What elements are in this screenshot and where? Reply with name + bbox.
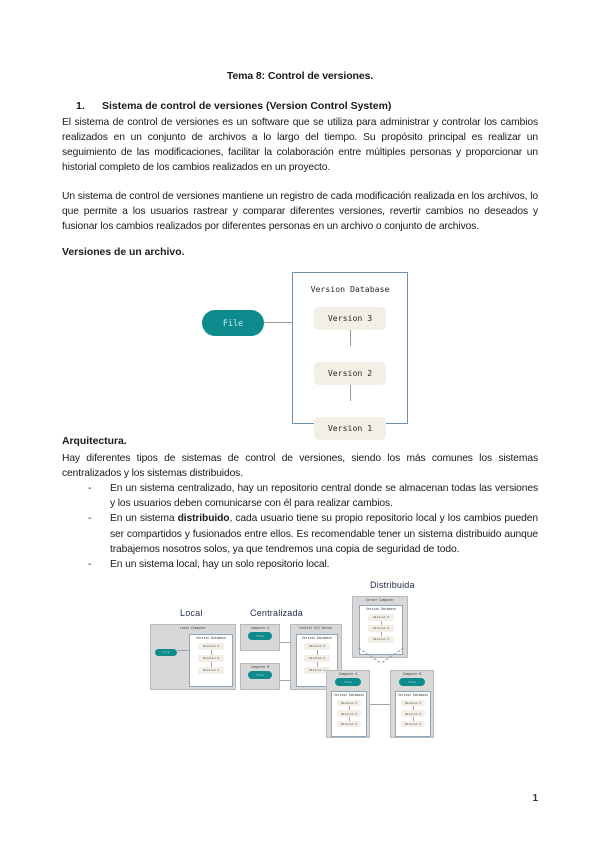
local-version-database-panel [189,634,233,687]
version-database-title: Version Database [310,283,390,294]
version-box-2: Version 2 [314,362,386,385]
local-figure-title: Local [180,607,203,618]
version-link-3-2 [350,330,351,346]
list-item [62,557,538,572]
distributed-computer-a-panel [326,670,370,738]
centralized-computer-a-label: Computer A [250,625,270,630]
distributed-link-a-b [370,704,390,705]
centralized-file-pill-a [248,632,272,640]
local-computer-label: Local Computer [179,625,207,630]
page-number: 1 [532,793,538,804]
distributed-file-pill-a [335,678,361,686]
centralized-file-pill-b [248,671,272,679]
local-computer-panel [150,624,236,690]
version-database-box [292,272,408,434]
local-version-box-3: Version 3 [198,643,224,650]
centralized-computer-b-panel [240,663,280,690]
centralized-version-database-title: Version Database [302,635,332,640]
distributed-server-label: Server Computer [366,597,394,602]
distributed-b-version-box-3: Version 3 [401,700,425,707]
distributed-database-b-panel [395,691,431,737]
distributed-server-database-title: Version Database [366,606,396,611]
distributed-computer-a-label: Computer A [338,671,358,676]
distributed-b-version-box-2: Version 2 [401,710,425,717]
architecture-heading: Arquitectura. [62,435,127,447]
list-item [62,511,538,556]
version-link-2-1 [350,385,351,401]
bullet-marker: - [88,558,92,570]
distributed-b-version-box-1: Version 1 [401,721,425,728]
bullet-text-3: En un sistema local, hay un solo repositorio local. [110,558,330,570]
centralized-version-box-3: Version 3 [304,643,330,650]
distributed-a-version-box-1: Version 1 [337,721,361,728]
document-title: Tema 8: Control de versiones. [226,70,374,82]
section-1-number: 1. [76,100,85,112]
local-version-database-title: Version Database [196,635,226,640]
distributed-file-label-a: File [344,680,352,685]
distributed-database-b-title: Version Database [398,692,428,697]
list-item [62,481,538,511]
distributed-file-pill-b [399,678,425,686]
file-node [202,310,264,336]
distributed-figure-title: Distribuida [370,579,415,590]
centralized-figure-title: Centralizada [250,607,303,618]
local-file-connector [177,650,189,651]
distributed-a-version-box-3: Version 3 [337,700,361,707]
versions-heading: Versiones de un archivo. [62,246,185,258]
version-box-3: Version 3 [314,307,386,330]
file-node-label: File [222,317,244,328]
centralized-version-box-1: Version 1 [304,667,330,674]
distributed-server-version-box-1: Version 1 [368,636,394,643]
centralized-computer-a-panel [240,624,280,651]
figure-architectures [62,580,538,765]
section-1-heading [62,100,538,112]
centralized-connector-a [280,642,290,643]
centralized-file-label-a: File [256,634,264,639]
distributed-database-a-panel [331,691,367,737]
local-file-pill [155,649,177,656]
distributed-server-version-box-3: Version 3 [368,614,394,621]
section-1-paragraph-2: Un sistema de control de versiones mantiene un registro de cada modificación realizada en los archivos, lo que permite a los usuarios rastrear y comparar diferentes versiones, revertir cambios no deseados y fusionar los cambios realizados por diferentes personas en un archivo o conjunto de archivos. [62,190,538,232]
bullet-text-2-bold: distribuido [177,513,230,525]
architecture-bullet-list [62,481,538,572]
local-file-label: File [162,650,170,655]
bullet-text-2-after: , cada usuario tiene su propio repositorio local y los cambios pueden ser compartidos y fusionados entre ellos. Es recomendable tener un sistema distribuido aunque trabajemos nosotros solos, ya que tendremos una copia de seguridad de todo. [110,513,538,555]
local-version-box-1: Version 1 [198,667,224,674]
distributed-server-database-panel [359,605,403,655]
centralized-computer-b-label: Computer B [250,664,270,669]
bullet-text-1: En un sistema centralizado, hay un repositorio central donde se almacenan todas las versiones y los usuarios deben comunicarse con él para realizar cambios. [110,483,538,510]
distributed-file-label-b: File [408,680,416,685]
distributed-a-version-box-2: Version 2 [337,710,361,717]
bullet-marker: - [88,513,92,525]
local-version-box-2: Version 2 [198,655,224,662]
figure-file-versions [62,264,538,436]
distributed-database-a-title: Version Database [334,692,364,697]
centralized-version-box-2: Version 2 [304,655,330,662]
centralized-file-label-b: File [256,673,264,678]
section-1-paragraph-1: El sistema de control de versiones es un software que se utiliza para administrar y controlar los cambios realizados en un conjunto de archivos a lo largo del tiempo. Su propósito principal es realizar un seguimiento de las modificaciones, facilitar la colaboración entre múltiples personas y proporcionar un historial completo de los cambios realizados en un proyecto. [62,117,538,174]
distributed-computer-b-panel [390,670,434,738]
bullet-text-2-before: En un sistema [110,513,178,525]
version-box-1: Version 1 [314,417,386,440]
section-1-title: Sistema de control de versiones (Version Control System) [102,100,392,112]
bullet-marker: - [88,483,92,495]
architecture-intro: Hay diferentes tipos de sistemas de control de versiones, siendo los más comunes los sistemas centralizados y los sistemas distribuidos. [62,452,538,479]
distributed-computer-b-label: Computer B [402,671,422,676]
distributed-server-version-box-2: Version 2 [368,625,394,632]
centralized-connector-b [280,680,290,681]
centralized-server-label: Central VCS Server [299,625,333,630]
